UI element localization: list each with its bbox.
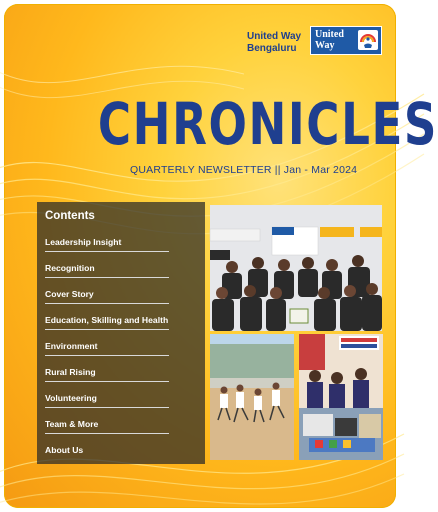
contents-item-label: About Us: [45, 445, 84, 455]
united-way-logo: [310, 26, 382, 55]
school-photo: [299, 334, 383, 460]
contents-item-team-and-more[interactable]: [37, 418, 205, 444]
contents-item-label: Team & More: [45, 419, 99, 429]
contents-item-label: Cover Story: [45, 289, 94, 299]
contents-item-cover-story[interactable]: [37, 288, 205, 314]
sports-photo: [210, 334, 294, 460]
logo-text-line2: Way: [315, 40, 335, 51]
contents-item-label: Environment: [45, 341, 98, 351]
contents-item-label: Volunteering: [45, 393, 97, 403]
newsletter-cover: [4, 4, 438, 508]
newsletter-title: CHRONICLES: [97, 90, 438, 158]
contents-item-education[interactable]: [37, 314, 205, 340]
contents-list: [37, 236, 205, 470]
contents-panel: [37, 202, 205, 464]
contents-item-label: Leadership Insight: [45, 237, 122, 247]
org-name: [247, 31, 301, 55]
newsletter-subtitle: QUARTERLY NEWSLETTER || Jan - Mar 2024: [130, 164, 358, 176]
hand-rainbow-icon: [358, 30, 378, 50]
group-photo: [210, 205, 382, 331]
contents-item-recognition[interactable]: [37, 262, 205, 288]
logo-text: [315, 29, 344, 51]
contents-item-leadership-insight[interactable]: [37, 236, 205, 262]
contents-heading: Contents: [45, 210, 95, 222]
contents-item-label: Education, Skilling and Health: [45, 315, 169, 325]
contents-item-label: Recognition: [45, 263, 95, 273]
contents-item-rural-rising[interactable]: [37, 366, 205, 392]
org-name-line2: Bengaluru: [247, 43, 297, 54]
org-name-line1: United Way: [247, 31, 302, 42]
contents-item-label: Rural Rising: [45, 367, 96, 377]
logo-text-line1: United: [315, 29, 344, 40]
contents-item-volunteering[interactable]: [37, 392, 205, 418]
contents-item-environment[interactable]: [37, 340, 205, 366]
contents-item-about-us[interactable]: [37, 444, 205, 470]
